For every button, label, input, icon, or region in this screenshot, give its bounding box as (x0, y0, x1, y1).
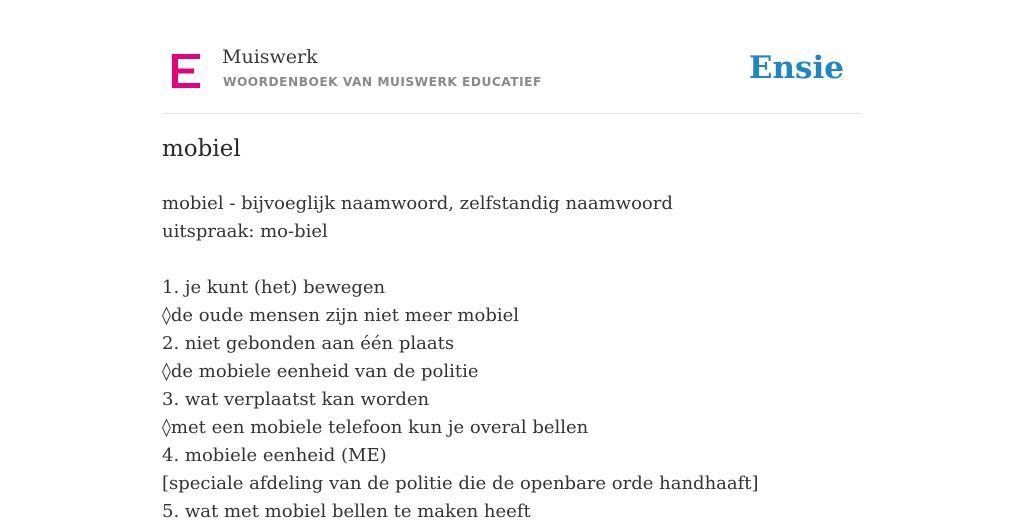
blank-line (162, 246, 862, 274)
site-tagline: WOORDENBOEK VAN MUISWERK EDUCATIEF (223, 75, 542, 89)
muiswerk-logo-icon[interactable] (172, 54, 200, 88)
pronunciation-line: uitspraak: mo-biel (162, 221, 328, 242)
note-4: [speciale afdeling van de politie die de openbare orde handhaaft] (162, 473, 759, 494)
page (162, 0, 862, 522)
site-name[interactable]: Muiswerk (222, 46, 318, 68)
site-header (162, 40, 862, 114)
meaning-3: 3. wat verplaatst kan worden (162, 389, 430, 410)
example-1: ◊de oude mensen zijn niet meer mobiel (162, 305, 520, 326)
example-2: ◊de mobiele eenheid van de politie (162, 361, 479, 382)
example-3: ◊met een mobiele telefoon kun je overal bellen (162, 417, 589, 438)
word-type-line: mobiel - bijvoeglijk naamwoord, zelfstandig naamwoord (162, 193, 673, 214)
page-title: mobiel (162, 136, 241, 162)
definition-body (162, 190, 862, 526)
meaning-2: 2. niet gebonden aan één plaats (162, 333, 455, 354)
meaning-4: 4. mobiele eenheid (ME) (162, 445, 387, 466)
ensie-link[interactable]: Ensie (748, 50, 844, 86)
meaning-1: 1. je kunt (het) bewegen (162, 277, 386, 298)
meaning-5: 5. wat met mobiel bellen te maken heeft (162, 501, 531, 522)
